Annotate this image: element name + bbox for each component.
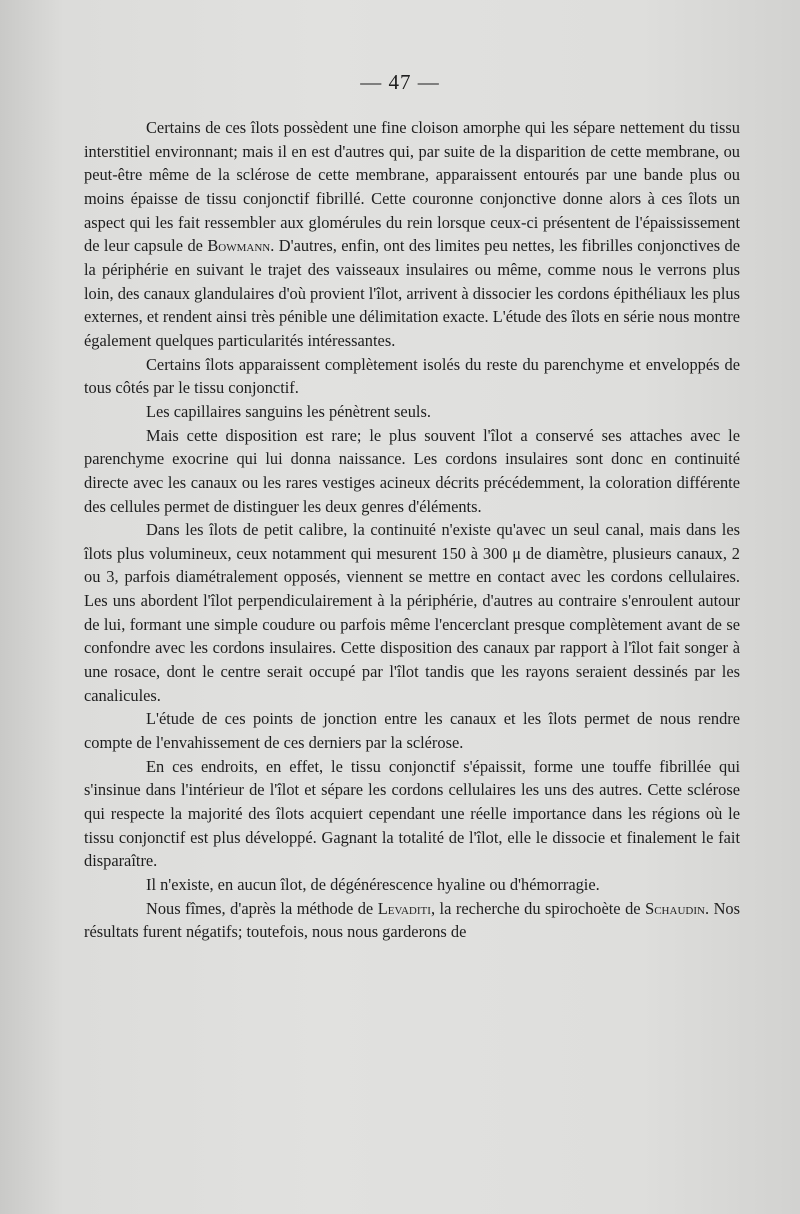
- paragraph: [84, 873, 740, 897]
- text-run: Certains îlots apparaissent complètement isolés du reste du parenchyme et enveloppés de tous côtés par le tissu conjonctif.: [84, 354, 740, 398]
- page-number: — 47 —: [360, 70, 440, 94]
- text-run: Les capillaires sanguins les pénètrent seuls.: [146, 401, 431, 421]
- text-run: En ces endroits, en effet, le tissu conjonctif s'épaissit, forme une touffe fibrillée qui s'insinue dans l'intérieur de l'îlot et sépare les cordons cellulaires les uns des autres. Cette sclérose qui respecte la majorité des îlots acquiert cependant une réelle importance dans les régions où le tissu conjonctif est plus développé. Gagnant la totalité de l'îlot, elle le dissocie et finalement le fait disparaître.: [84, 756, 740, 871]
- text-run: Dans les îlots de petit calibre, la continuité n'existe qu'avec un seul canal, mais dans les îlots plus volumineux, ceux notamment qui mesurent 150 à 300 μ de diamètre, plusieurs canaux, 2 ou 3, parfois diamétralement opposés, viennent se mettre en contact avec les cordons cellulaires. Les uns abordent l'îlot perpendiculairement à la périphérie, d'autres au contraire s'enroulent autour de lui, formant une simple coudure ou parfois même l'encerclant presque complètement avant de se confondre avec les cordons insulaires. Cette disposition des canaux par rapport à l'îlot fait songer à une rosace, dont le centre serait occupé par l'îlot tandis que les rayons seraient dessinés par les canalicules.: [84, 520, 740, 705]
- text-run: . Nos résultats furent négatifs; toutefois, nous nous garderons de: [84, 898, 740, 942]
- text-run: L'étude de ces points de jonction entre les canaux et les îlots permet de nous rendre compte de l'envahissement de ces derniers par la sclérose.: [84, 709, 740, 753]
- paragraph: [84, 518, 740, 707]
- paragraph: [84, 353, 740, 400]
- paragraph: [84, 707, 740, 754]
- paragraph: [84, 755, 740, 873]
- paragraph: [84, 400, 740, 424]
- author-name: Levaditi: [377, 898, 431, 918]
- text-run: Il n'existe, en aucun îlot, de dégénérescence hyaline ou d'hémorragie.: [146, 875, 600, 894]
- text-run: , la recherche du spirochoète de: [430, 898, 646, 918]
- paragraph: [84, 116, 740, 353]
- text-run: Nous fîmes, d'après la méthode de: [146, 898, 378, 918]
- body-text: [84, 116, 740, 944]
- paragraph: [84, 897, 740, 944]
- text-run: Certains de ces îlots possèdent une fine cloison amorphe qui les sépare nettement du tissu interstitiel environnant; mais il en est d'autres qui, par suite de la disparition de cette membrane, ou peut-être même de la sclérose de cette membrane, apparaissent entourés par une bande plus ou moins épaisse de tissu conjonctif fibrillé. Cette couronne conjonctive donne alors à ces îlots un aspect qui les fait ressembler aux glomérules du rein lorsque ceux-ci présentent de l'épaississement de leur capsule de: [84, 118, 740, 256]
- paragraph: [84, 424, 740, 519]
- text-run: Mais cette disposition est rare; le plus souvent l'îlot a conservé ses attaches avec le parenchyme exocrine qui lui donna naissance. Les cordons insulaires sont donc en continuité directe avec les canaux ou les rares vestiges acineux décrits précédemment, la coloration différente des cellules permet de distinguer les deux genres d'éléments.: [84, 425, 740, 516]
- author-name: Schaudin: [645, 898, 705, 918]
- text-run: . D'autres, enfin, ont des limites peu nettes, les fibrilles conjonctives de la périphérie en suivant le trajet des vaisseaux insulaires ou même, comme nous le verrons plus loin, des canaux glandulaires d'où provient l'îlot, arrivent à dissocier les cordons épithéliaux les plus externes, et rendent ainsi très pénible une délimitation exacte. L'étude des îlots en série nous montre également quelques particularités intéressantes.: [84, 236, 740, 350]
- author-name: Bowmann: [207, 236, 271, 256]
